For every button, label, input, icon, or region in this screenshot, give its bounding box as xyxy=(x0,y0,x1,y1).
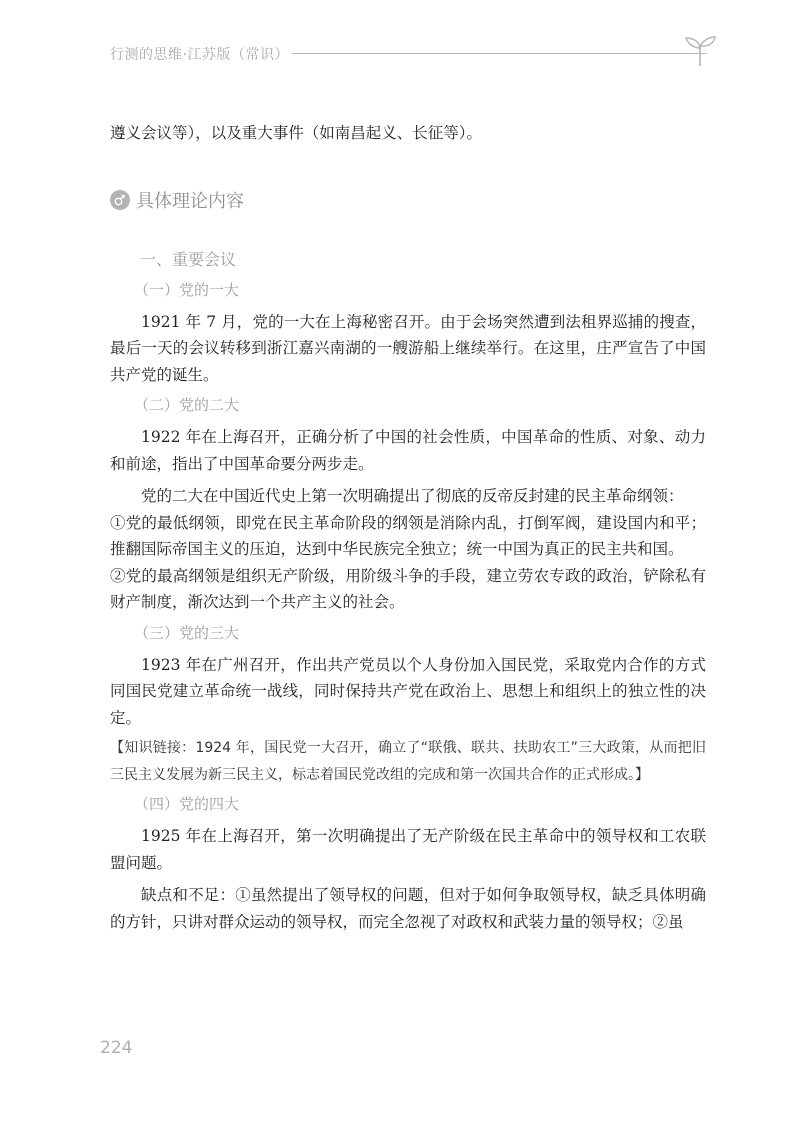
intro-paragraph: 遵义会议等），以及重大事件（如南昌起义、长征等）。 xyxy=(110,124,483,142)
congress2-minimum-program: ①党的最低纲领，即党在民主革命阶段的纲领是消除内乱，打倒军阀，建设国内和平；推翻国际帝国主义的压迫，达到中华民族完全独立；统一中国为真正的民主共和国。 xyxy=(110,513,706,558)
congress2-heading: （二）党的二大 xyxy=(134,396,240,414)
congress1-paragraph: 1921 年 7 月，党的一大在上海秘密召开。由于会场突然遭到法租界巡捕的搜查，最后一天的会议转移到浙江嘉兴南湖的一艘游船上继续举行。在这里，庄严宣告了中国共产党的诞生。 xyxy=(110,312,706,384)
congress2-paragraph: 1922 年在上海召开，正确分析了中国的社会性质，中国革命的性质、对象、动力和前途，指出了中国革命要分两步走。 xyxy=(110,428,706,473)
congress4-heading: （四）党的四大 xyxy=(134,795,240,813)
header-rule xyxy=(292,53,707,54)
page-number: 224 xyxy=(100,1038,133,1058)
congress4-paragraph: 1925 年在上海召开，第一次明确提出了无产阶级在民主革命中的领导权和工农联盟问题。 xyxy=(110,827,706,872)
congress3-heading: （三）党的三大 xyxy=(134,623,240,642)
section-title: 具体理论内容 xyxy=(136,190,244,212)
flag-medal-icon xyxy=(110,190,130,210)
part-heading: 一、重要会议 xyxy=(140,249,237,269)
sprout-icon xyxy=(682,34,718,68)
section-heading xyxy=(110,187,706,213)
knowledge-link-note: 【知识链接：1924 年，国民党一大召开，确立了“联俄、联共、扶助农工”三大政策，从而把旧三民主义发展为新三民主义，标志着国民党改组的完成和第一次国共合作的正式形成。】 xyxy=(110,740,706,783)
running-header xyxy=(92,44,732,74)
congress3-paragraph: 1923 年在广州召开，作出共产党员以个人身份加入国民党，采取党内合作的方式同国民党建立革命统一战线，同时保持共产党在政治上、思想上和组织上的独立性的决定。 xyxy=(110,655,706,727)
running-header-title: 行测的思维·江苏版（常识） xyxy=(110,47,289,63)
congress4-shortcomings: 缺点和不足：①虽然提出了领导权的问题，但对于如何争取领导权，缺乏具体明确的方针，只讲对群众运动的领导权，而完全忽视了对政权和武装力量的领导权；②虽 xyxy=(110,886,706,931)
page-content xyxy=(110,120,706,935)
congress2-program-intro: 党的二大在中国近代史上第一次明确提出了彻底的反帝反封建的民主革命纲领： xyxy=(141,487,684,505)
congress2-maximum-program: ②党的最高纲领是组织无产阶级，用阶级斗争的手段，建立劳农专政的政治，铲除私有财产制度，渐次达到一个共产主义的社会。 xyxy=(110,566,706,611)
congress1-heading: （一）党的一大 xyxy=(134,280,240,299)
